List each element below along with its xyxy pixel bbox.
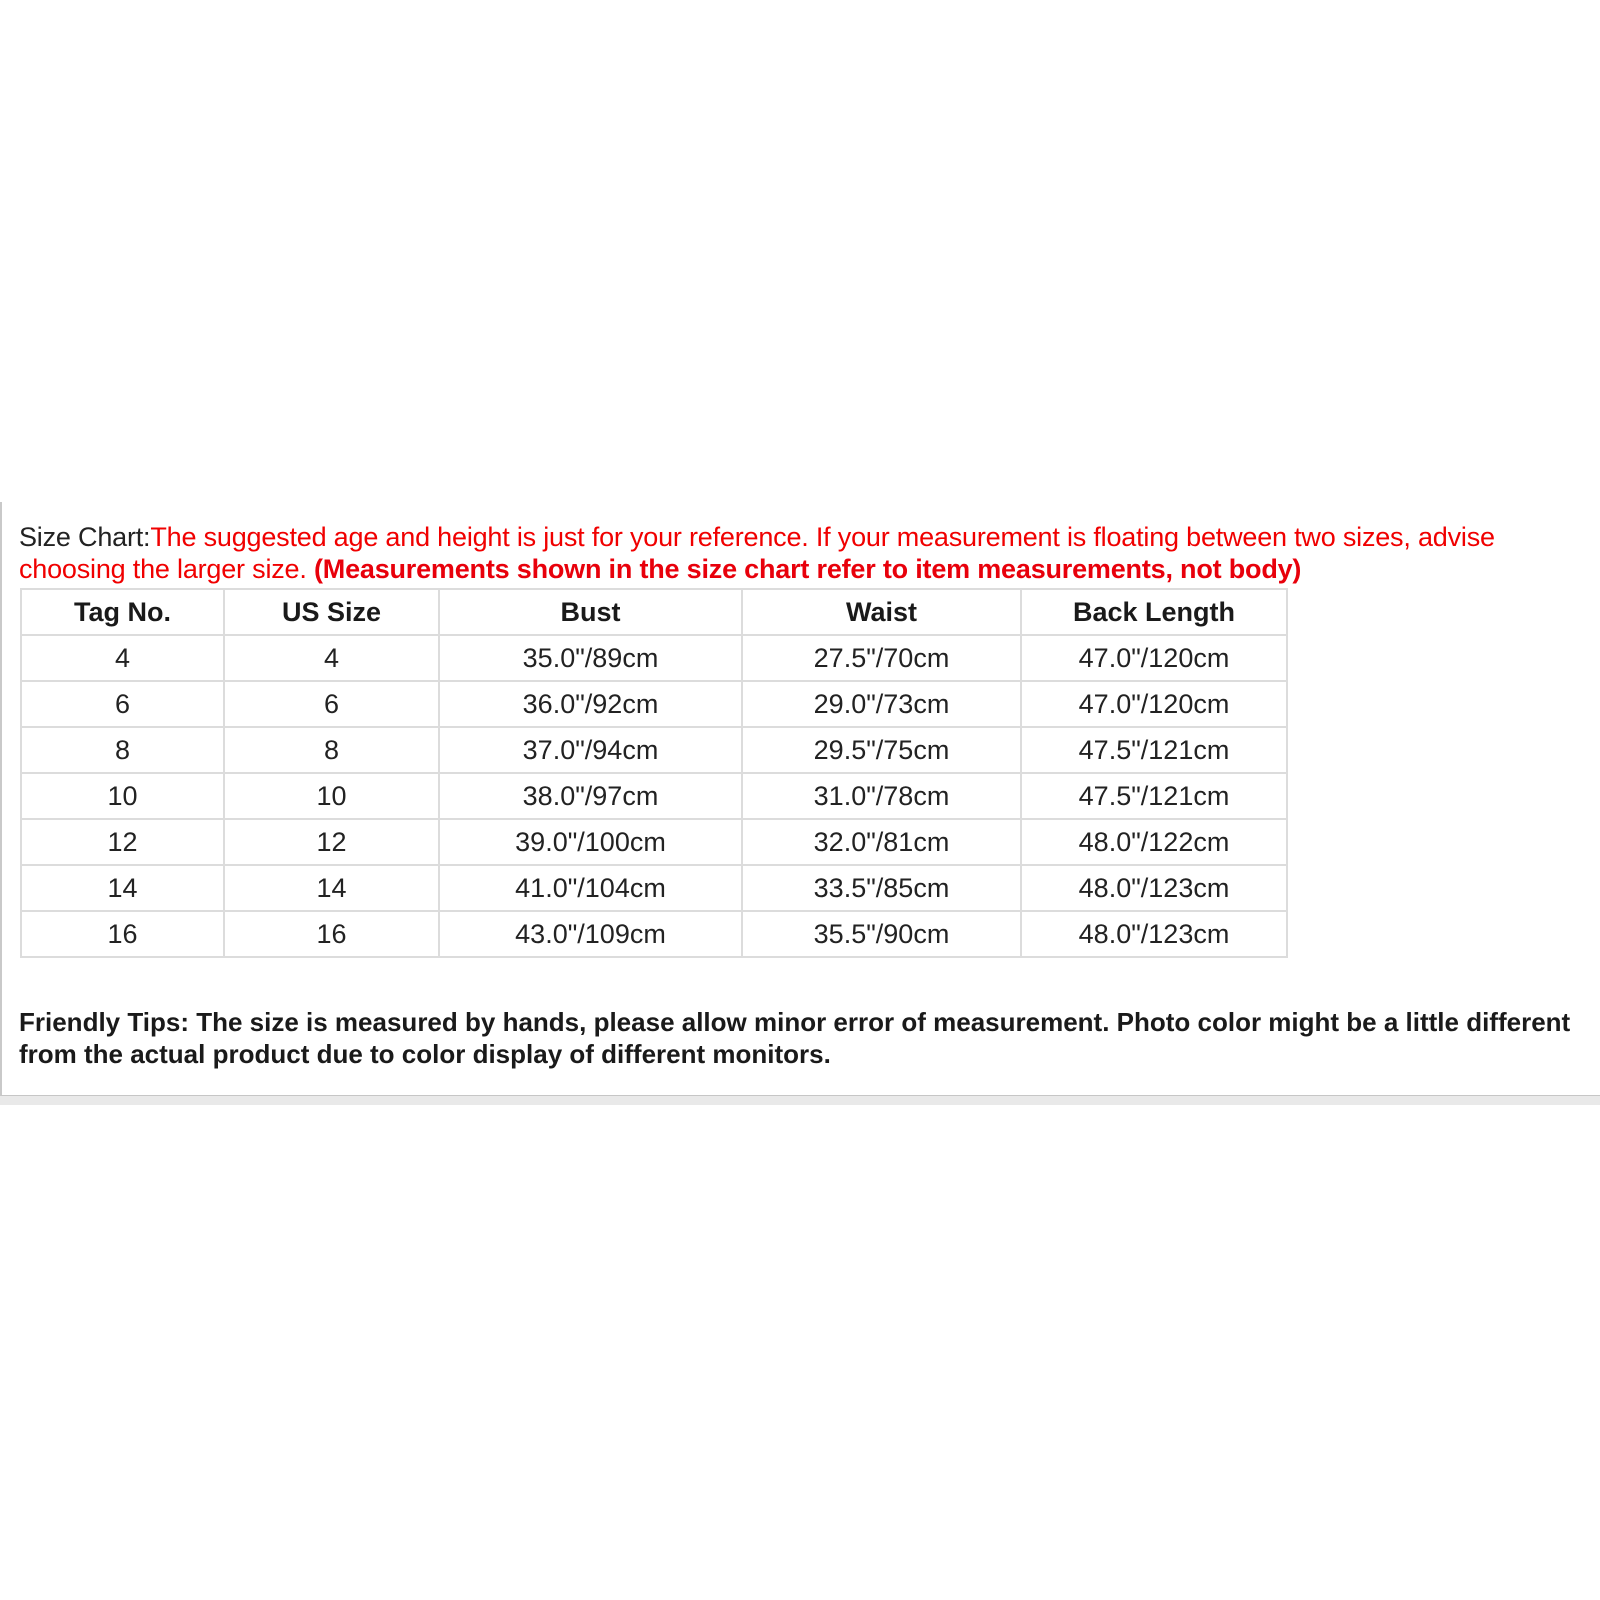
table-header-row: [21, 589, 1287, 635]
cell-back-length: 48.0"/123cm: [1021, 911, 1287, 957]
header-waist: Waist: [742, 589, 1021, 635]
size-chart-emphasis: (Measurements shown in the size chart refer to item measurements, not body): [313, 554, 1302, 584]
cell-us-size: 14: [224, 865, 439, 911]
cell-back-length: 47.0"/120cm: [1021, 635, 1287, 681]
cell-bust: 38.0"/97cm: [439, 773, 742, 819]
cell-us-size: 10: [224, 773, 439, 819]
table-row: [21, 773, 1287, 819]
cell-bust: 43.0"/109cm: [439, 911, 742, 957]
cell-waist: 33.5"/85cm: [742, 865, 1021, 911]
size-chart-intro: [19, 521, 1579, 585]
cell-bust: 37.0"/94cm: [439, 727, 742, 773]
cell-waist: 35.5"/90cm: [742, 911, 1021, 957]
cell-bust: 39.0"/100cm: [439, 819, 742, 865]
header-us-size: US Size: [224, 589, 439, 635]
friendly-tips: Friendly Tips: The size is measured by hands, please allow minor error of measurement. Photo color might be a little different from the actual product due to color display of different monitors.: [19, 1007, 1571, 1069]
cell-tag-no: 8: [21, 727, 224, 773]
size-chart-note: The suggested age and height is just for your reference. If your measurement is floating between two sizes, advise choosing the larger size.: [19, 522, 1495, 584]
cell-tag-no: 4: [21, 635, 224, 681]
table-row: [21, 681, 1287, 727]
cell-tag-no: 14: [21, 865, 224, 911]
cell-back-length: 47.0"/120cm: [1021, 681, 1287, 727]
cell-us-size: 8: [224, 727, 439, 773]
table-row: [21, 865, 1287, 911]
cell-tag-no: 16: [21, 911, 224, 957]
cell-tag-no: 12: [21, 819, 224, 865]
cell-tag-no: 6: [21, 681, 224, 727]
size-chart-panel: [0, 502, 1600, 1096]
cell-back-length: 48.0"/123cm: [1021, 865, 1287, 911]
cell-back-length: 47.5"/121cm: [1021, 727, 1287, 773]
cell-bust: 41.0"/104cm: [439, 865, 742, 911]
cell-us-size: 4: [224, 635, 439, 681]
cell-bust: 35.0"/89cm: [439, 635, 742, 681]
table-row: [21, 635, 1287, 681]
header-back-length: Back Length: [1021, 589, 1287, 635]
cell-us-size: 6: [224, 681, 439, 727]
cell-waist: 29.5"/75cm: [742, 727, 1021, 773]
table-row: [21, 911, 1287, 957]
panel-bottom-shadow: [0, 1096, 1600, 1105]
header-bust: Bust: [439, 589, 742, 635]
cell-us-size: 12: [224, 819, 439, 865]
cell-waist: 32.0"/81cm: [742, 819, 1021, 865]
cell-bust: 36.0"/92cm: [439, 681, 742, 727]
cell-back-length: 47.5"/121cm: [1021, 773, 1287, 819]
table-row: [21, 727, 1287, 773]
size-chart-label: Size Chart:: [19, 522, 151, 552]
size-table: [20, 588, 1288, 958]
cell-waist: 31.0"/78cm: [742, 773, 1021, 819]
cell-tag-no: 10: [21, 773, 224, 819]
cell-us-size: 16: [224, 911, 439, 957]
cell-waist: 27.5"/70cm: [742, 635, 1021, 681]
cell-back-length: 48.0"/122cm: [1021, 819, 1287, 865]
cell-waist: 29.0"/73cm: [742, 681, 1021, 727]
header-tag-no: Tag No.: [21, 589, 224, 635]
table-row: [21, 819, 1287, 865]
